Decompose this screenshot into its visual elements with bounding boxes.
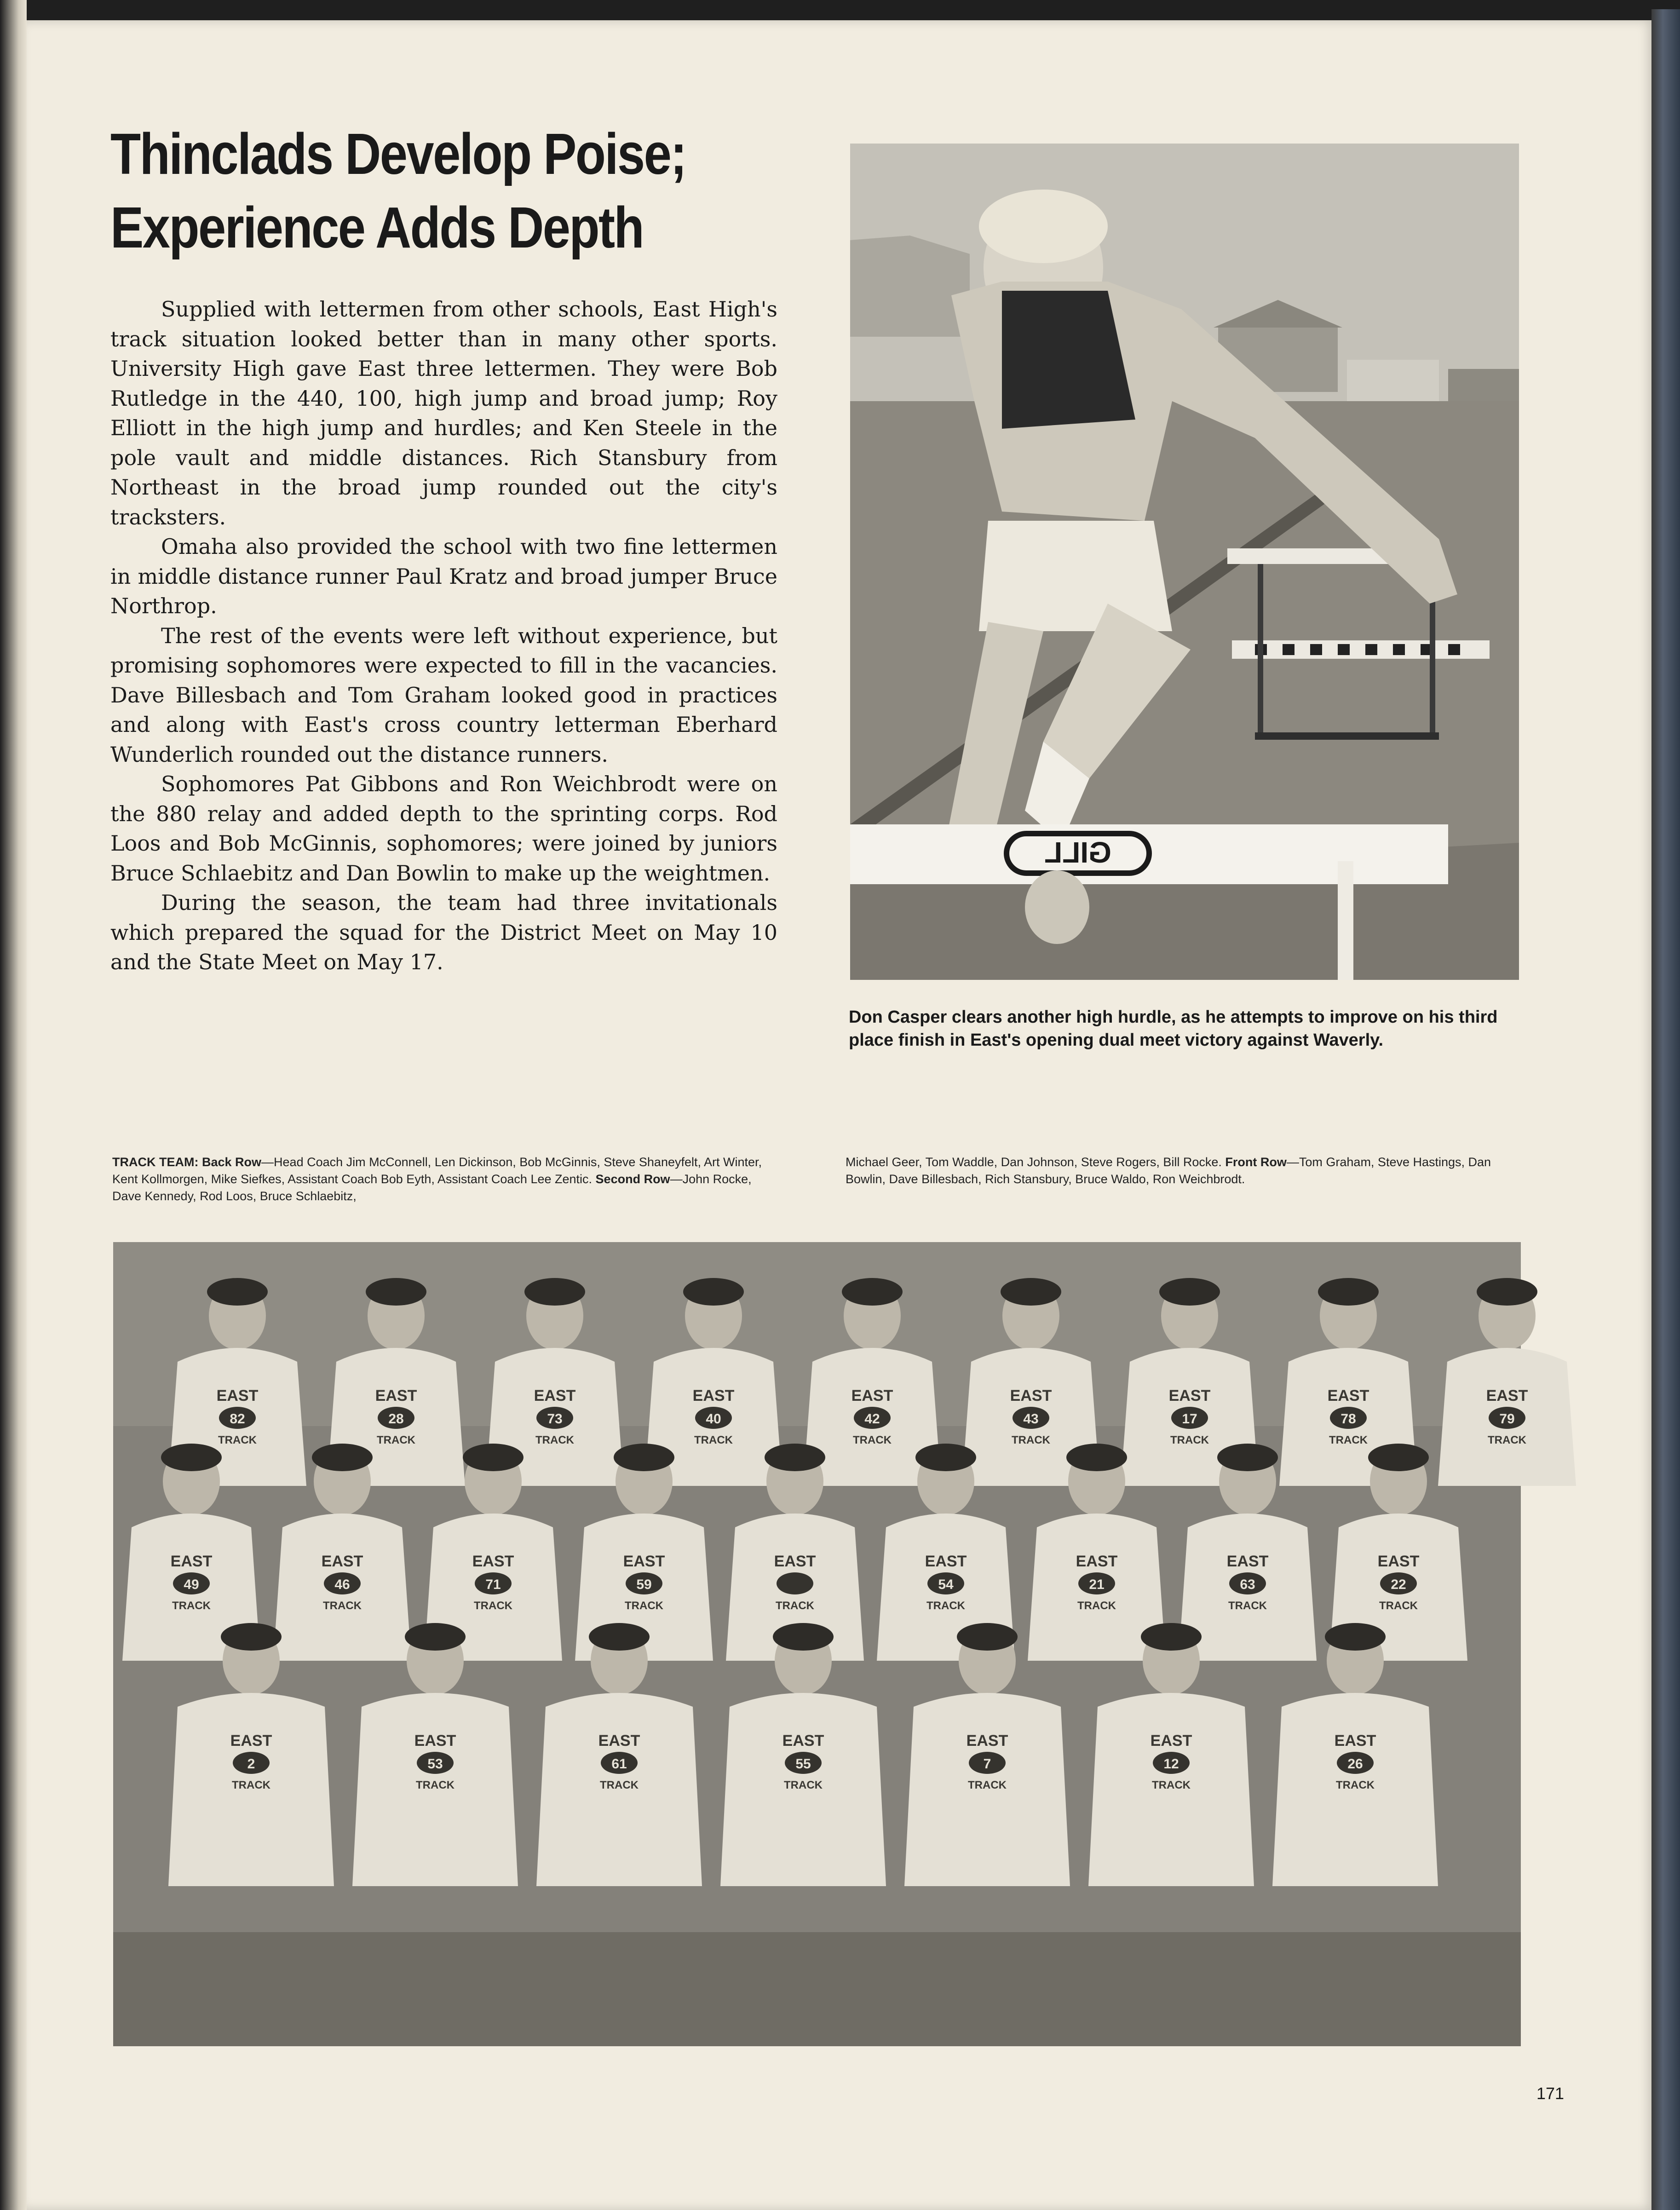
shirt-word-east: EAST: [1226, 1553, 1269, 1570]
shirt-number: 53: [427, 1756, 443, 1772]
shirt-word-east: EAST: [170, 1553, 213, 1570]
scan-top-edge: [0, 0, 1680, 20]
back-row-label: Back Row: [202, 1155, 262, 1169]
team-caption-column-2: [846, 1154, 1526, 1188]
shirt-number: 49: [184, 1577, 199, 1592]
shirt-number: 79: [1499, 1411, 1515, 1427]
shirt-word-track: TRACK: [784, 1779, 823, 1791]
shirt-word-track: TRACK: [853, 1434, 892, 1446]
shirt-word-track: TRACK: [600, 1779, 639, 1791]
shirt-number: 22: [1391, 1577, 1406, 1592]
front-row-names: —Tom Graham, Steve Hastings, Dan Bowlin, Dave Billesbach, Rich Stansbury, Bruce Waldo, Ron Weichbrodt.: [846, 1155, 1491, 1186]
shirt-word-track: TRACK: [1379, 1600, 1418, 1612]
shirt-word-east: EAST: [1168, 1387, 1211, 1404]
article-paragraph: Omaha also provided the school with two fine lettermen in middle distance runner Paul Kratz and broad jumper Bruce Northrop.: [110, 534, 777, 618]
shirt-word-track: TRACK: [776, 1600, 814, 1612]
shirt-word-east: EAST: [851, 1387, 893, 1404]
shirt-word-east: EAST: [1150, 1732, 1192, 1750]
binding-left-edge: [0, 0, 27, 2210]
shirt-number: 2: [247, 1756, 255, 1772]
shirt-word-east: EAST: [1076, 1553, 1118, 1570]
shirt-word-track: TRACK: [535, 1434, 574, 1446]
shirt-word-track: TRACK: [1336, 1779, 1375, 1791]
shirt-number: 82: [230, 1411, 245, 1427]
shirt-number: 43: [1023, 1411, 1039, 1427]
headline-line-2: Experience Adds Depth: [110, 195, 644, 260]
shirt-word-east: EAST: [472, 1553, 514, 1570]
shirt-word-east: EAST: [1327, 1387, 1369, 1404]
page-number: 171: [1536, 2084, 1565, 2103]
shirt-word-east: EAST: [966, 1732, 1008, 1750]
shirt-word-track: TRACK: [968, 1779, 1007, 1791]
shirt-word-east: EAST: [1334, 1732, 1376, 1750]
second-row-label: Second Row: [595, 1172, 670, 1186]
article-paragraph: During the season, the team had three invitationals which prepared the squad for the District Meet on May 10 and the State Meet on May 17.: [110, 890, 777, 974]
shirt-number: 63: [1240, 1577, 1255, 1592]
shirt-word-east: EAST: [1377, 1553, 1420, 1570]
shirt-word-track: TRACK: [625, 1600, 663, 1612]
shirt-word-track: TRACK: [1170, 1434, 1209, 1446]
second-row-names-part-2: Michael Geer, Tom Waddle, Dan Johnson, Steve Rogers, Bill Rocke.: [846, 1155, 1222, 1169]
shirt-word-east: EAST: [692, 1387, 735, 1404]
back-row-names: —Head Coach Jim McConnell, Len Dickinson, Bob McGinnis, Steve Shaneyfelt, Art Winter, Kent Kollmorgen, Mike Siefkes, Assistant Coach Bob Eyth, Assistant Coach Lee Zentic.: [112, 1155, 762, 1186]
team-caption-label: TRACK TEAM:: [112, 1155, 199, 1169]
shirt-word-track: TRACK: [1228, 1600, 1267, 1612]
hurdle-photo-illustration: [850, 144, 1519, 980]
hurdle-brand-text: GILL: [1044, 836, 1111, 869]
shirt-number: 28: [388, 1411, 404, 1427]
shirt-word-east: EAST: [216, 1387, 259, 1404]
shirt-word-east: EAST: [534, 1387, 576, 1404]
shirt-word-east: EAST: [925, 1553, 967, 1570]
hurdle-photo-caption: Don Casper clears another high hurdle, as he attempts to improve on his third place finish in East's opening dual meet victory against Waverly.: [849, 1007, 1498, 1050]
shirt-word-track: TRACK: [232, 1779, 270, 1791]
shirt-word-track: TRACK: [377, 1434, 415, 1446]
shirt-word-track: TRACK: [1012, 1434, 1050, 1446]
article-paragraph: The rest of the events were left without experience, but promising sophomores were expected to fill in the vacancies. Dave Billesbach and Tom Graham looked good in practices and along with East's cross country letterman Eberhard Wunderlich rounded out the distance runners.: [110, 623, 777, 767]
article-paragraph: Supplied with lettermen from other schools, East High's track situation looked better than in many other sports. University High gave East three lettermen. They were Bob Rutledge in the 440, 100, high jump and broad jump; Roy Elliott in the high jump and hurdles; and Ken Steele in the pole vault and middle distances. Rich Stansbury from Northeast in the broad jump rounded out the city's tracksters.: [110, 297, 777, 529]
shirt-number: 21: [1089, 1577, 1105, 1592]
shirt-word-track: TRACK: [474, 1600, 512, 1612]
shirt-word-east: EAST: [598, 1732, 640, 1750]
article-body: [110, 294, 777, 977]
shirt-word-east: EAST: [1010, 1387, 1052, 1404]
hurdle-photo: [850, 144, 1519, 980]
shirt-number: 54: [938, 1577, 954, 1592]
shirt-number: 78: [1341, 1411, 1356, 1427]
shirt-number: 42: [864, 1411, 880, 1427]
shirt-number: 17: [1182, 1411, 1197, 1427]
shirt-word-east: EAST: [623, 1553, 665, 1570]
shirt-number: 26: [1347, 1756, 1363, 1772]
shirt-number: 61: [611, 1756, 627, 1772]
shirt-number: 46: [334, 1577, 350, 1592]
shirt-word-track: TRACK: [172, 1600, 211, 1612]
article-paragraph: Sophomores Pat Gibbons and Ron Weichbrodt were on the 880 relay and added depth to the sprinting corps. Rod Loos and Bob McGinnis, sophomores; were joined by juniors Bruce Schlaebitz and Dan Bowlin to make up the weightmen.: [110, 771, 777, 886]
team-photo-illustration: [113, 1242, 1528, 2046]
shirt-word-track: TRACK: [1329, 1434, 1368, 1446]
shirt-number: 59: [636, 1577, 652, 1592]
shirt-word-track: TRACK: [323, 1600, 362, 1612]
shirt-number: 73: [547, 1411, 563, 1427]
shirt-word-east: EAST: [321, 1553, 363, 1570]
shirt-word-east: EAST: [375, 1387, 417, 1404]
shirt-word-track: TRACK: [1152, 1779, 1191, 1791]
shirt-word-track: TRACK: [416, 1779, 455, 1791]
article-headline: [110, 117, 704, 265]
shirt-word-track: TRACK: [926, 1600, 965, 1612]
shirt-word-east: EAST: [774, 1553, 816, 1570]
shirt-word-east: EAST: [782, 1732, 824, 1750]
shirt-number: 7: [983, 1756, 991, 1772]
track-team-photo: [113, 1242, 1528, 2046]
shirt-number: 12: [1163, 1756, 1179, 1772]
book-spine-edge: [1651, 9, 1680, 2210]
team-caption-column-1: [112, 1154, 784, 1205]
second-row-names-part-1: —John Rocke, Dave Kennedy, Rod Loos, Bruce Schlaebitz,: [112, 1172, 752, 1203]
shirt-word-track: TRACK: [218, 1434, 257, 1446]
shirt-word-track: TRACK: [1488, 1434, 1526, 1446]
shirt-word-track: TRACK: [1077, 1600, 1116, 1612]
shirt-number: 71: [485, 1577, 501, 1592]
front-row-label: Front Row: [1225, 1155, 1287, 1169]
shirt-number: 55: [795, 1756, 811, 1772]
shirt-word-track: TRACK: [694, 1434, 733, 1446]
shirt-word-east: EAST: [230, 1732, 272, 1750]
headline-line-1: Thinclads Develop Poise;: [110, 121, 686, 186]
shirt-word-east: EAST: [414, 1732, 456, 1750]
shirt-word-east: EAST: [1486, 1387, 1528, 1404]
shirt-number: 40: [706, 1411, 721, 1427]
